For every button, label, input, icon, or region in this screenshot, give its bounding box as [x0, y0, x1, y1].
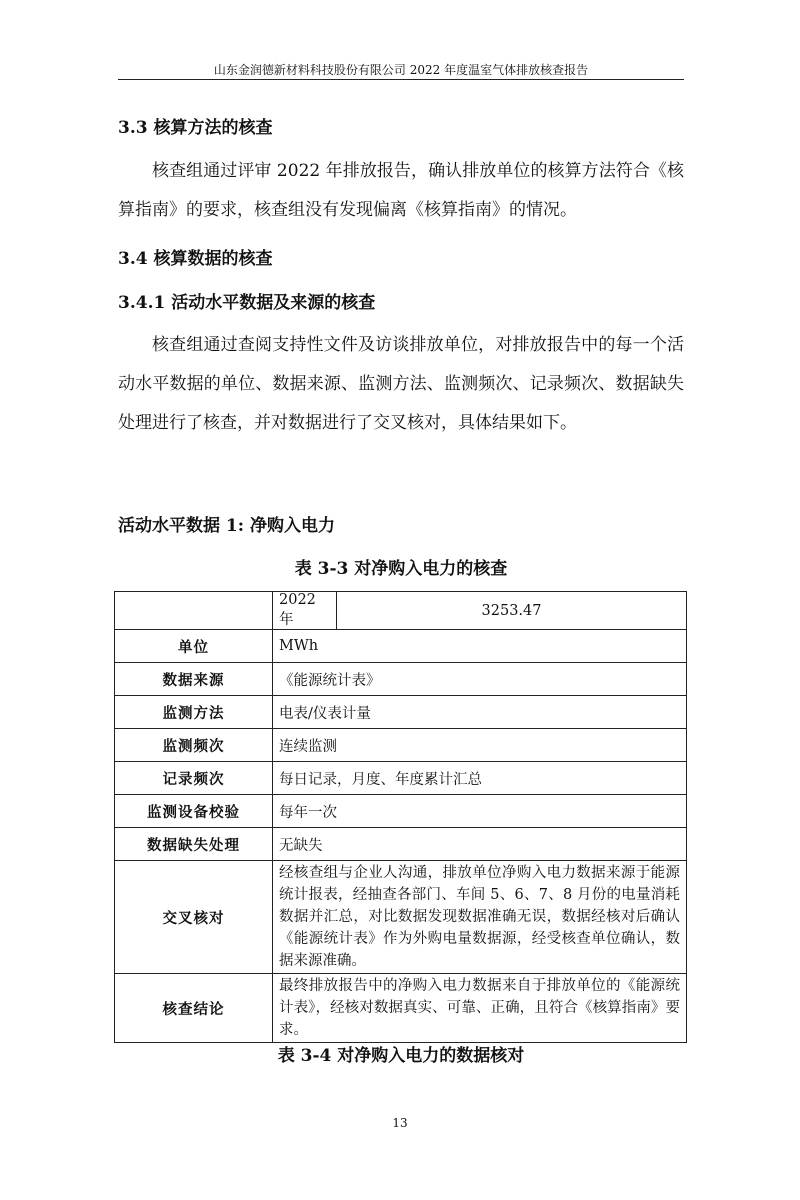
row-label: 核查结论 [115, 974, 273, 1043]
year-value-cell: 3253.47 [337, 592, 687, 630]
header-rule [118, 79, 684, 80]
table-row [115, 762, 687, 795]
table-row [115, 696, 687, 729]
row-value: 电表/仪表计量 [273, 696, 687, 729]
year-label-cell: 2022 年 [273, 592, 337, 630]
row-value: MWh [273, 630, 687, 663]
next-table-caption: 表 3-4 对净购入电力的数据核对 [277, 1046, 525, 1066]
section-3-3-body: 核查组通过评审 2022 年排放报告，确认排放单位的核算方法符合《核算指南》的要求，核查组没有发现偏离《核算指南》的情况。 [118, 161, 684, 220]
row-value: 无缺失 [273, 828, 687, 861]
table-row [115, 974, 687, 1043]
section-3-4-title: 3.4 核算数据的核查 [118, 249, 273, 269]
row-label: 监测频次 [115, 729, 273, 762]
row-label: 交叉核对 [115, 861, 273, 974]
row-value: 每年一次 [273, 795, 687, 828]
table-row [115, 828, 687, 861]
row-value: 每日记录，月度、年度累计汇总 [273, 762, 687, 795]
table-row [115, 795, 687, 828]
verification-table [114, 591, 687, 1043]
row-label: 记录频次 [115, 762, 273, 795]
activity-data-title: 活动水平数据 1: 净购入电力 [118, 516, 335, 536]
row-value: 《能源统计表》 [273, 663, 687, 696]
row-value: 连续监测 [273, 729, 687, 762]
section-3-3-title: 3.3 核算方法的核查 [118, 118, 273, 138]
row-label: 数据缺失处理 [115, 828, 273, 861]
row-label: 监测设备校验 [115, 795, 273, 828]
row-label: 单位 [115, 630, 273, 663]
section-3-4-1-body: 核查组通过查阅支持性文件及访谈排放单位，对排放报告中的每一个活动水平数据的单位、数据来源、监测方法、监测频次、记录频次、数据缺失处理进行了核查，并对数据进行了交叉核对，具体结果如下。 [118, 335, 684, 433]
table-cell-empty [115, 592, 273, 630]
table-row [115, 592, 687, 630]
row-label: 数据来源 [115, 663, 273, 696]
table-row [115, 663, 687, 696]
row-value: 最终排放报告中的净购入电力数据来自于排放单位的《能源统计表》，经核对数据真实、可靠、正确，且符合《核算指南》要求。 [273, 974, 687, 1043]
row-label: 监测方法 [115, 696, 273, 729]
section-3-4-1-title: 3.4.1 活动水平数据及来源的核查 [118, 293, 376, 313]
row-value: 经核查组与企业人沟通，排放单位净购入电力数据来源于能源统计报表，经抽查各部门、车间 5、6、7、8 月份的电量消耗数据并汇总，对比数据发现数据准确无误，数据经核对后确认《能源统计表》作为外购电量数据源，经受核查单位确认，数据来源准确。 [273, 861, 687, 974]
page-header: 山东金润德新材料科技股份有限公司 2022 年度温室气体排放核查报告 [213, 63, 589, 77]
table-row [115, 729, 687, 762]
table-caption: 表 3-3 对净购入电力的核查 [294, 559, 508, 579]
table-row [115, 630, 687, 663]
page-number: 13 [392, 1116, 408, 1130]
table-row [115, 861, 687, 974]
